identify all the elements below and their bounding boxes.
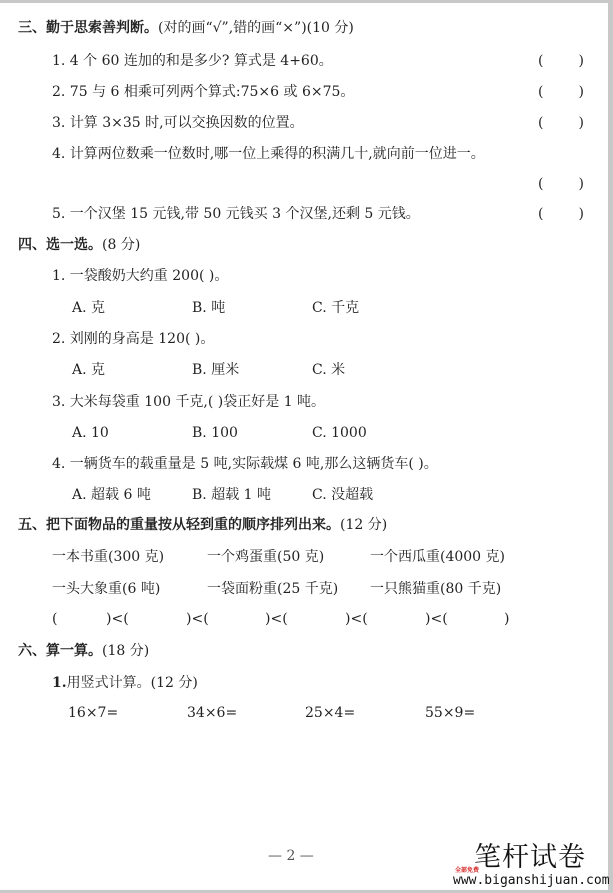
order-seg-4: )<( bbox=[345, 611, 368, 627]
choice-1-option-c[interactable]: C. 千克 bbox=[312, 300, 360, 316]
order-seg-2: )<( bbox=[186, 611, 209, 627]
choice-1-option-b[interactable]: B. 吨 bbox=[192, 300, 226, 316]
logo-text: 笔杆试卷 bbox=[474, 842, 586, 873]
order-seg-5: )<( bbox=[425, 611, 448, 627]
judge-item-4: 4. 计算两位数乘一位数时,哪一位上乘得的积满几十,就向前一位进一。 bbox=[52, 146, 485, 162]
judge-answer-5[interactable] bbox=[538, 205, 584, 223]
judge-item-1: 1. 4 个 60 连加的和是多少? 算式是 4+60。 bbox=[52, 53, 333, 69]
judge-answer-1[interactable] bbox=[538, 52, 584, 70]
judge-answer-4[interactable] bbox=[538, 175, 584, 193]
judge-answer-2[interactable] bbox=[538, 83, 584, 101]
choice-2-option-b[interactable]: B. 厘米 bbox=[192, 362, 240, 378]
logo-url[interactable]: www.biganshijuan.com bbox=[453, 873, 610, 888]
order-seg-1: )<( bbox=[106, 611, 129, 627]
section-3-header bbox=[18, 19, 354, 37]
judge-item-2: 2. 75 与 6 相乘可列两个算式:75×6 或 6×75。 bbox=[52, 84, 355, 100]
order-seg-0: ( bbox=[52, 611, 58, 627]
calc-problem-1: 16×7= bbox=[68, 705, 119, 721]
paren-close: ) bbox=[578, 53, 584, 69]
order-seg-3: )<( bbox=[265, 611, 288, 627]
choice-question-3: 3. 大米每袋重 100 千克,( )袋正好是 1 吨。 bbox=[52, 394, 326, 410]
section-3-note: (对的画“√”,错的画“×”)(10 分) bbox=[158, 20, 354, 36]
choice-question-4: 4. 一辆货车的载重量是 5 吨,实际载煤 6 吨,那么这辆货车( )。 bbox=[52, 456, 438, 472]
weight-item-elephant: 一头大象重(6 吨) bbox=[52, 581, 161, 597]
paren-close: ) bbox=[578, 176, 584, 192]
logo-badge: 全部免费 bbox=[455, 867, 480, 874]
paren-open: ( bbox=[538, 53, 544, 69]
choice-4-option-b[interactable]: B. 超载 1 吨 bbox=[192, 487, 271, 503]
section-6-header bbox=[18, 642, 149, 660]
choice-2-option-c[interactable]: C. 米 bbox=[312, 362, 346, 378]
calc-problem-2: 34×6= bbox=[187, 705, 238, 721]
judge-item-3: 3. 计算 3×35 时,可以交换因数的位置。 bbox=[52, 115, 304, 131]
choice-2-option-a[interactable]: A. 克 bbox=[72, 362, 106, 378]
paren-close: ) bbox=[578, 115, 584, 131]
paren-close: ) bbox=[578, 206, 584, 222]
paren-close: ) bbox=[578, 84, 584, 100]
order-seg-6: ) bbox=[504, 611, 510, 627]
section-3-title: 三、勤于思索善判断。 bbox=[18, 20, 158, 36]
weight-item-watermelon: 一个西瓜重(4000 克) bbox=[370, 549, 506, 565]
choice-4-option-a[interactable]: A. 超载 6 吨 bbox=[72, 487, 151, 503]
section-5-header bbox=[18, 516, 387, 534]
calc-problem-3: 25×4= bbox=[305, 705, 356, 721]
calc-subsection-1 bbox=[52, 674, 198, 692]
choice-1-option-a[interactable]: A. 克 bbox=[72, 300, 106, 316]
paren-open: ( bbox=[538, 84, 544, 100]
choice-3-option-b[interactable]: B. 100 bbox=[192, 425, 238, 441]
weight-item-panda: 一只熊猫重(80 千克) bbox=[370, 581, 502, 597]
calc-subsection-text: 用竖式计算。(12 分) bbox=[66, 675, 198, 691]
judge-answer-3[interactable] bbox=[538, 114, 584, 132]
section-6-title: 六、算一算。 bbox=[18, 643, 102, 659]
calc-subsection-number: 1. bbox=[52, 675, 67, 691]
weight-item-book: 一本书重(300 克) bbox=[52, 549, 165, 565]
choice-4-option-c[interactable]: C. 没超载 bbox=[312, 487, 374, 503]
choice-3-option-a[interactable]: A. 10 bbox=[72, 425, 109, 441]
choice-question-2: 2. 刘刚的身高是 120( )。 bbox=[52, 331, 215, 347]
judge-item-5: 5. 一个汉堡 15 元钱,带 50 元钱买 3 个汉堡,还剩 5 元钱。 bbox=[52, 206, 420, 222]
calc-problem-4: 55×9= bbox=[425, 705, 476, 721]
paren-open: ( bbox=[538, 115, 544, 131]
weight-item-egg: 一个鸡蛋重(50 克) bbox=[207, 549, 325, 565]
section-4-header bbox=[18, 236, 140, 254]
page-number: — 2 — bbox=[268, 848, 314, 864]
section-4-note: (8 分) bbox=[102, 237, 141, 253]
paren-open: ( bbox=[538, 176, 544, 192]
section-5-title: 五、把下面物品的重量按从轻到重的顺序排列出来。 bbox=[18, 517, 340, 533]
weight-item-flour: 一袋面粉重(25 千克) bbox=[207, 581, 339, 597]
paren-open: ( bbox=[538, 206, 544, 222]
choice-3-option-c[interactable]: C. 1000 bbox=[312, 425, 367, 441]
section-6-note: (18 分) bbox=[102, 643, 150, 659]
section-4-title: 四、选一选。 bbox=[18, 237, 102, 253]
section-5-note: (12 分) bbox=[340, 517, 388, 533]
choice-question-1: 1. 一袋酸奶大约重 200( )。 bbox=[52, 268, 229, 284]
